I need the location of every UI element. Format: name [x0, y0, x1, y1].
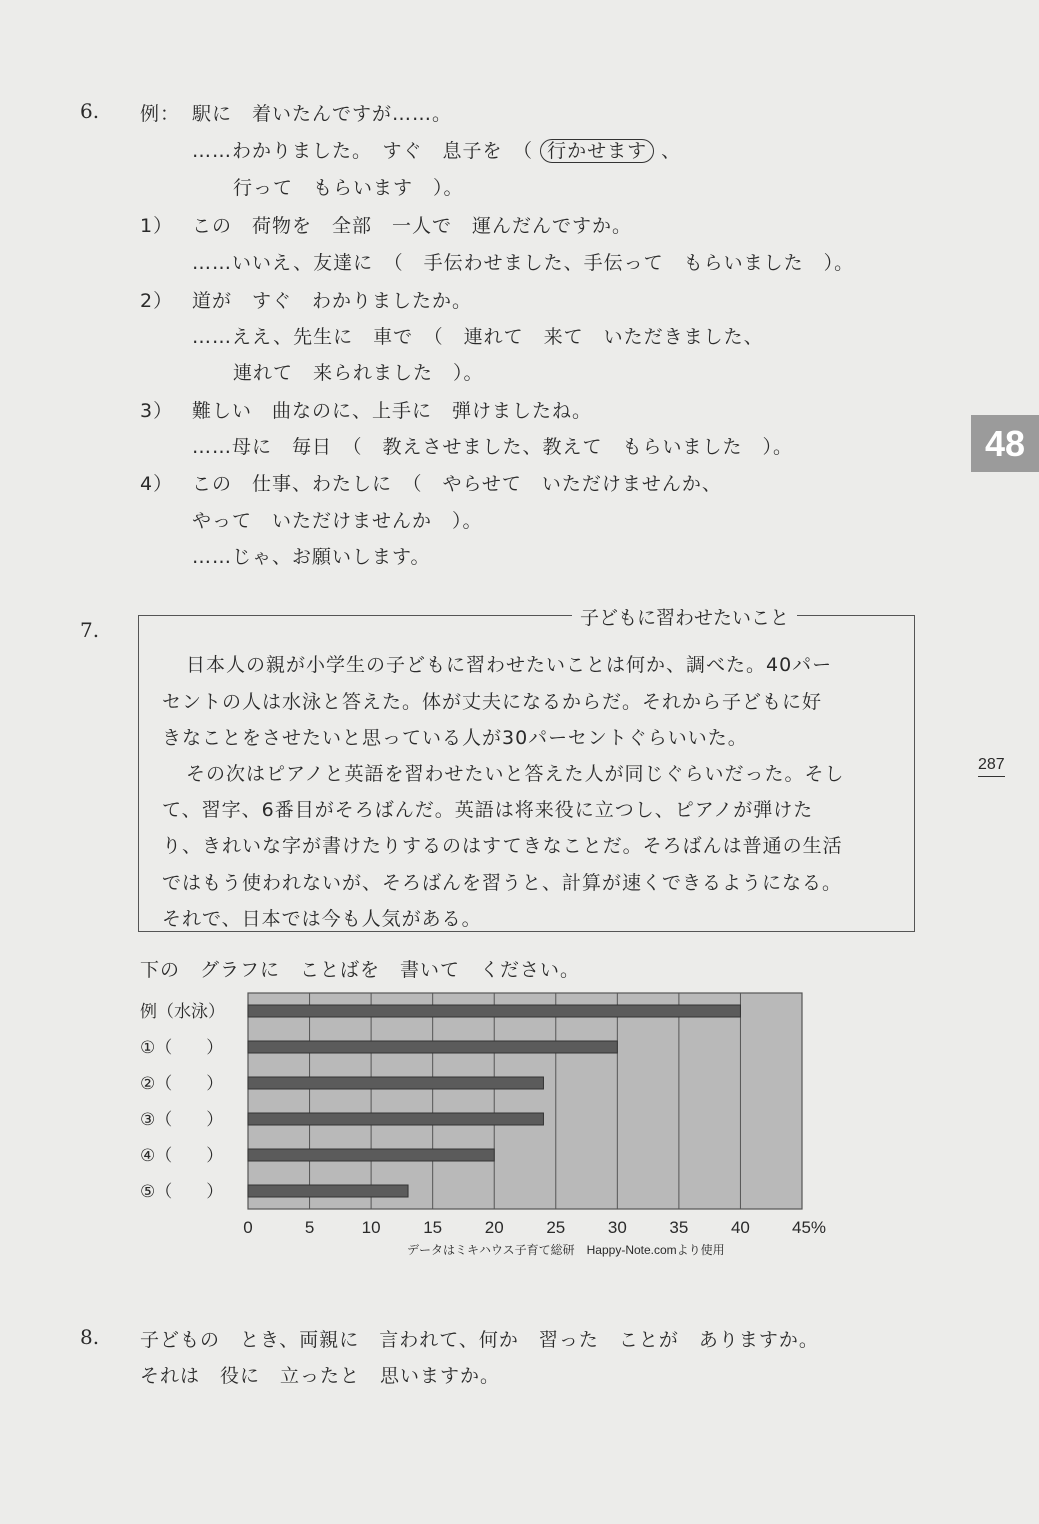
q6-item4-label: 4） — [140, 473, 174, 495]
chart-tick-label: 35 — [669, 1218, 689, 1237]
chart-tick-label: 40 — [730, 1218, 750, 1237]
chart-category-label: ⑤（ ） — [140, 1182, 224, 1202]
q8-number: 8. — [80, 1325, 100, 1349]
q6-item2-line3: 連れて 来られました ）。 — [233, 362, 484, 384]
chart-tick-label: 0 — [243, 1218, 253, 1237]
chart-tick-label: 45% — [792, 1218, 827, 1237]
graph-instruction: 下の グラフに ことばを 書いて ください。 — [140, 959, 581, 981]
q6-item2-line1: 道が すぐ わかりましたか。 — [192, 290, 473, 312]
reading-box-title: 子どもに習わせたいこと — [572, 603, 797, 630]
q6-item2-label: 2） — [140, 290, 174, 312]
chart-category-labels — [140, 1002, 225, 1202]
q6-example-line2 — [192, 136, 681, 163]
chart-tick-label: 20 — [484, 1218, 504, 1237]
chart-bar — [248, 1005, 740, 1017]
chart-category-label: ①（ ） — [140, 1038, 224, 1058]
q6-number: 6. — [80, 99, 100, 123]
q8-line1: 子どもの とき、両親に 言われて、何か 習った ことが ありますか。 — [140, 1329, 819, 1351]
page-number: 287 — [978, 756, 1005, 777]
para1-line3: きなことをさせたいと思っている人が30パーセントぐらいいた。 — [162, 727, 748, 749]
chart-tick-label: 30 — [607, 1218, 627, 1237]
chart-category-label: ②（ ） — [140, 1074, 224, 1094]
chart-plot-area — [248, 993, 802, 1209]
chart-category-label: ④（ ） — [140, 1146, 224, 1166]
chart-tick-label: 5 — [304, 1218, 315, 1237]
q6-item1-label: 1） — [140, 215, 174, 237]
q6-example-line2a: ……わかりました。 すぐ 息子を （ — [192, 140, 534, 162]
chart-bar — [248, 1149, 494, 1161]
para2-line3: り、きれいな字が書けたりするのはすてきなことだ。そろばんは普通の生活 — [162, 835, 843, 857]
chart-tick-labels — [243, 1218, 826, 1237]
q7-number: 7. — [80, 618, 100, 642]
chart-source-note: データはミキハウス子育て総研 Happy-Note.comより使用 — [407, 1243, 725, 1257]
q6-example-line2b: 、 — [661, 140, 682, 162]
q6-item4-line2: やって いただけませんか ）。 — [192, 510, 483, 532]
chart-bar — [248, 1185, 408, 1197]
q6-item4-line3: ……じゃ、お願いします。 — [192, 546, 431, 568]
bar-chart — [120, 985, 840, 1245]
chart-tick-label: 25 — [546, 1218, 566, 1237]
para2-line1: その次はピアノと英語を習わせたいと答えた人が同じぐらいだった。そし — [186, 763, 845, 785]
para1-line1: 日本人の親が小学生の子どもに習わせたいことは何か、調べた。40パー — [186, 654, 833, 676]
chart-bar — [248, 1113, 543, 1125]
q8-line2: それは 役に 立ったと 思いますか。 — [140, 1365, 501, 1387]
para2-line4: ではもう使われないが、そろばんを習うと、計算が速くできるようになる。 — [162, 872, 843, 894]
chart-tick-label: 15 — [423, 1218, 443, 1237]
chart-bar — [248, 1077, 543, 1089]
chart-bar — [248, 1041, 617, 1053]
q6-item1-line2: ……いいえ、友達に （ 手伝わせました、手伝って もらいました ）。 — [192, 252, 855, 274]
q6-item2-line2: ……ええ、先生に 車で （ 連れて 来て いただきました、 — [192, 326, 764, 348]
q6-item4-line1: この 仕事、わたしに （ やらせて いただけませんか、 — [192, 473, 722, 495]
q6-item1-line1: この 荷物を 全部 一人で 運んだんですか。 — [192, 215, 633, 237]
q6-item3-label: 3） — [140, 400, 174, 422]
q6-example-line1: 駅に 着いたんですが……。 — [192, 103, 453, 125]
q6-example-line3: 行って もらいます ）。 — [233, 177, 464, 199]
chart-category-label: ③（ ） — [140, 1110, 224, 1130]
q6-item3-line2: ……母に 毎日 （ 教えさせました、教えて もらいました ）。 — [192, 436, 794, 458]
chapter-tab: 48 — [971, 415, 1039, 472]
q6-item3-line1: 難しい 曲なのに、上手に 弾けましたね。 — [192, 400, 593, 422]
para2-line2: て、習字、6番目がそろばんだ。英語は将来役に立つし、ピアノが弾けた — [162, 799, 814, 821]
para2-line5: それで、日本では今も人気がある。 — [162, 908, 482, 930]
chart-category-label: 例（水泳） — [140, 1002, 225, 1022]
para1-line2: セントの人は水泳と答えた。体が丈夫になるからだ。それから子どもに好 — [162, 691, 823, 713]
q6-example-answer: 行かせます — [540, 139, 654, 163]
chart-tick-label: 10 — [361, 1218, 381, 1237]
q6-example-label: 例： — [140, 103, 181, 125]
